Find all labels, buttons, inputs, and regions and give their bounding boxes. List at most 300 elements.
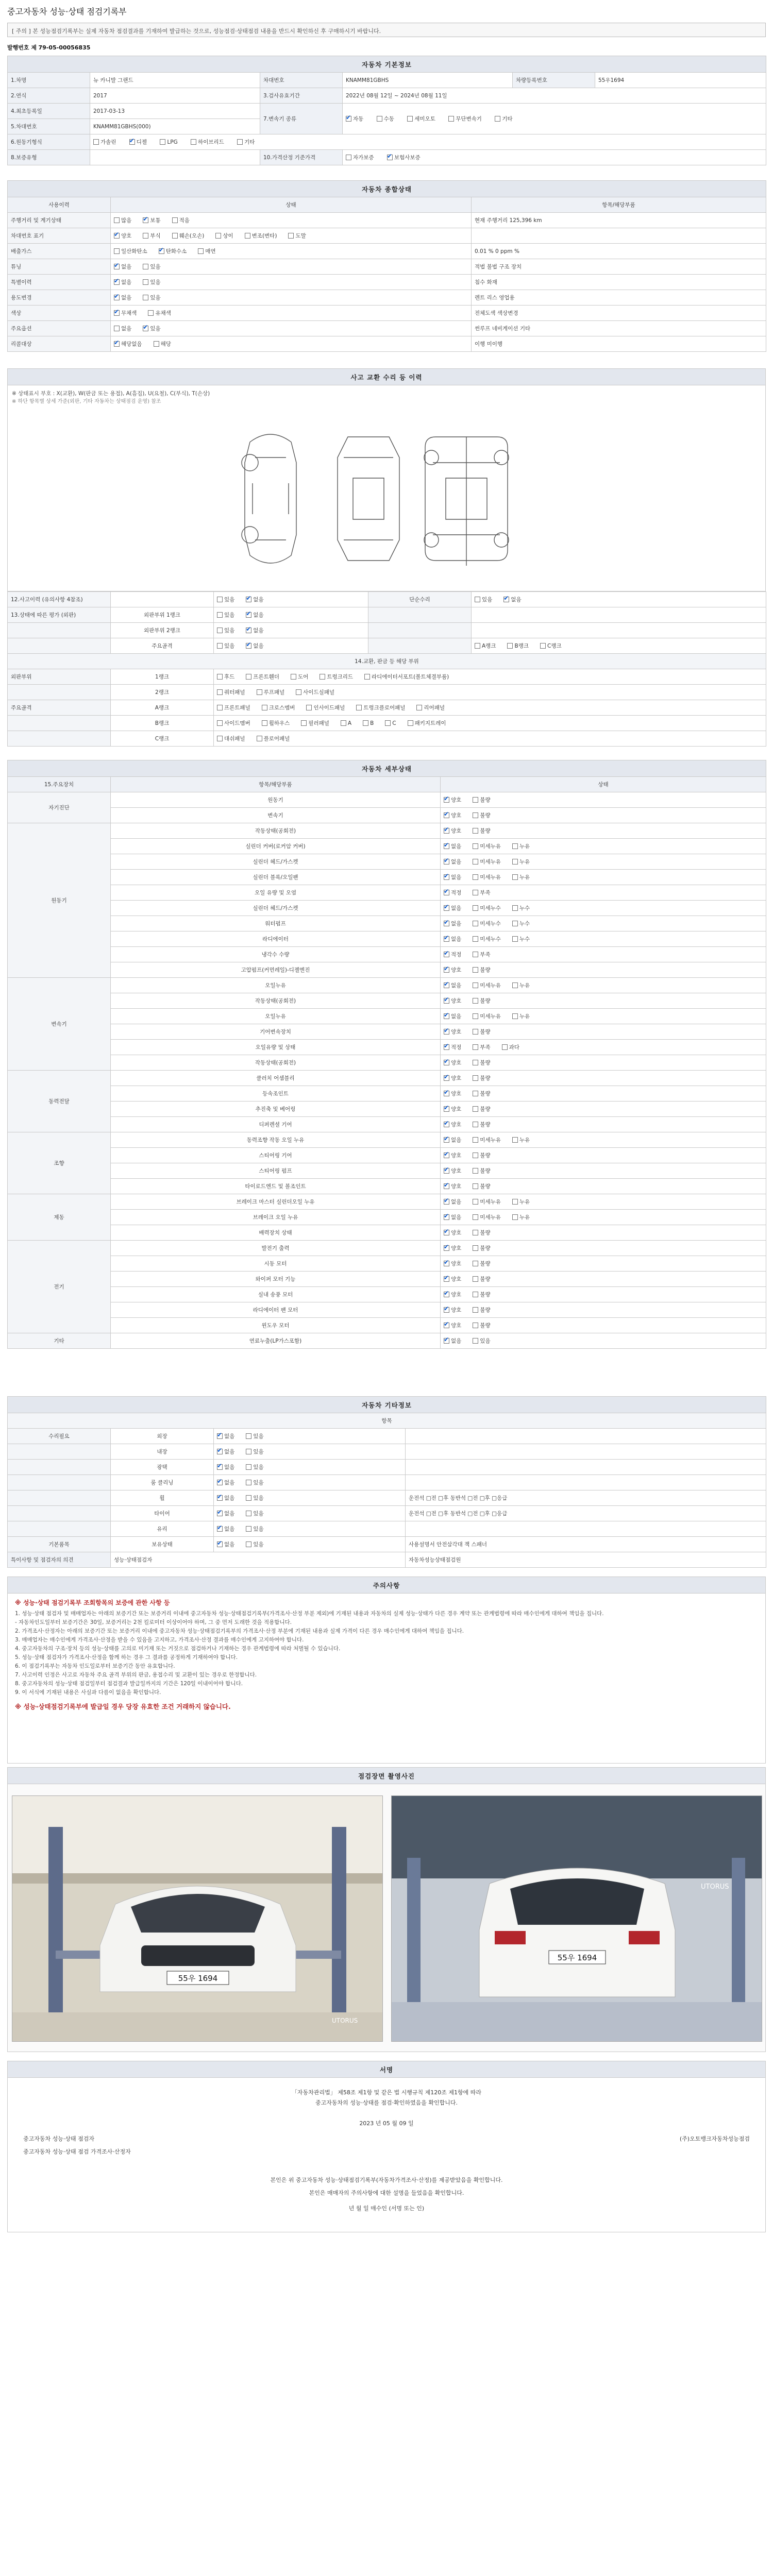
checkbox-icon: [198, 248, 204, 254]
accident-table: [7, 591, 766, 747]
checkbox-icon: [512, 843, 518, 849]
checkbox[interactable]: [444, 828, 461, 834]
checkbox[interactable]: [143, 217, 160, 224]
checkbox[interactable]: [444, 952, 461, 958]
checkbox-insurer-warranty[interactable]: ✔ 보험사보증: [387, 155, 421, 161]
checkbox[interactable]: [444, 921, 461, 927]
checkbox[interactable]: [444, 1168, 461, 1174]
item-name: 와이퍼 모터 기능: [111, 1272, 441, 1287]
checkbox[interactable]: [444, 1307, 461, 1313]
item-state: [441, 1009, 766, 1024]
row-extra: 운전석 □전 □후 동반석 □전 □후 □응급: [406, 1506, 766, 1521]
checkbox[interactable]: [246, 1526, 263, 1532]
checkbox-label: 없음: [451, 874, 462, 880]
checkbox-label: 사이드멤버: [224, 720, 250, 726]
checkbox[interactable]: [246, 1449, 263, 1455]
table-row: [8, 1009, 766, 1024]
checkbox[interactable]: [444, 1091, 461, 1097]
table-row: [8, 993, 766, 1009]
rear-plate: 55우 1694: [557, 1953, 597, 1962]
checkbox[interactable]: [114, 279, 131, 285]
checkbox-label: C: [392, 720, 396, 726]
table-row: [8, 1256, 766, 1272]
checkbox[interactable]: [114, 248, 147, 255]
checkbox[interactable]: [246, 1480, 263, 1486]
checkbox[interactable]: [246, 1495, 263, 1501]
checkbox-label: 양호: [451, 1106, 462, 1112]
item-state: [441, 1210, 766, 1225]
checkbox[interactable]: [444, 890, 461, 896]
checkbox[interactable]: [473, 967, 490, 973]
checkbox[interactable]: [444, 1137, 461, 1143]
checkbox-label: 후드: [224, 674, 235, 680]
checkbox-label: 있음: [224, 628, 235, 634]
checkbox[interactable]: [217, 1449, 234, 1455]
item-state: [441, 1256, 766, 1272]
checkbox[interactable]: [473, 812, 490, 819]
table-row: [8, 901, 766, 916]
checkbox[interactable]: [503, 597, 521, 603]
checkbox[interactable]: [217, 1511, 234, 1517]
checkbox[interactable]: [288, 233, 306, 239]
checkbox[interactable]: [444, 1276, 461, 1282]
checkbox-icon: [473, 1261, 478, 1266]
checkbox-lpg[interactable]: LPG: [160, 139, 177, 145]
row-group: [8, 685, 111, 700]
accident-rows: [8, 592, 766, 654]
checkbox[interactable]: [217, 689, 245, 696]
checkbox-icon: [444, 982, 449, 988]
checkbox[interactable]: [444, 1261, 461, 1267]
notes-heading: ※ 성능·상태 점검기록부 조회항목의 보증에 관한 사항 등: [15, 1599, 170, 1606]
appraiser-label: 중고자동차 성능·상태 점검 가격조사·산정자: [23, 2148, 131, 2155]
checkbox[interactable]: [217, 597, 234, 603]
checkbox[interactable]: [114, 341, 142, 347]
checkbox[interactable]: [473, 1060, 490, 1066]
checkbox-icon: [473, 967, 478, 973]
checkbox-label: 미세누유: [480, 874, 501, 880]
checkbox[interactable]: [246, 674, 279, 680]
checkbox[interactable]: [473, 952, 490, 958]
checkbox[interactable]: [475, 597, 492, 603]
checkbox[interactable]: [473, 797, 490, 803]
checkbox-icon: [444, 1013, 449, 1019]
item-state: [441, 978, 766, 993]
checkbox-icon: [444, 1044, 449, 1050]
checkbox-label: 트렁크리드: [327, 674, 354, 680]
checkbox[interactable]: [246, 1433, 263, 1439]
note-paragraph: 4. 중고자동차의 구조·장치 등의 성능·상태를 고의로 미기재 또는 거짓으로 점검하거나 기재하는 경우 관계법령에 따라 처벌될 수 있습니다.: [15, 1646, 341, 1652]
checkbox-label: 프론트휀더: [253, 674, 280, 680]
checkbox[interactable]: [473, 1029, 490, 1035]
table-row: [8, 275, 766, 290]
checkbox[interactable]: [473, 982, 501, 989]
checkbox-label: 양호: [451, 1183, 462, 1190]
row-group: 수리필요: [8, 1429, 111, 1444]
checkbox[interactable]: [385, 720, 396, 726]
group-label: 기타: [8, 1333, 111, 1349]
checkbox-hybrid[interactable]: 하이브리드: [191, 139, 224, 145]
checkbox[interactable]: [262, 705, 295, 711]
checkbox-icon: [217, 720, 223, 726]
checkbox[interactable]: [143, 264, 160, 270]
checkbox[interactable]: [512, 982, 530, 989]
checkbox-icon: [172, 233, 178, 239]
checkbox[interactable]: [444, 1323, 461, 1329]
checkbox[interactable]: [444, 843, 461, 850]
checkbox-icon: [444, 967, 449, 973]
checkbox[interactable]: [444, 1075, 461, 1081]
checkbox[interactable]: [473, 1075, 490, 1081]
checkbox-label: 불량: [480, 1122, 491, 1128]
checkbox[interactable]: [444, 998, 461, 1004]
checkbox[interactable]: [217, 628, 234, 634]
label: 3.검사유효기간: [260, 88, 343, 104]
label: 8.보증유형: [8, 150, 90, 165]
inspector-org: 자동차성능상태점검원: [406, 1552, 766, 1568]
checkbox-label: 루프패널: [263, 689, 285, 696]
detail-section: [7, 760, 766, 1349]
item-name: 라디에이터 팬 모터: [111, 1302, 441, 1318]
checkbox[interactable]: [473, 1338, 490, 1344]
checkbox[interactable]: [217, 1433, 234, 1439]
checkbox-icon: [473, 905, 478, 911]
checkbox[interactable]: [473, 859, 501, 865]
checkbox[interactable]: [473, 843, 501, 850]
checkbox[interactable]: [444, 1230, 461, 1236]
checkbox[interactable]: [512, 1137, 530, 1143]
checkbox[interactable]: [473, 998, 490, 1004]
table-row: [8, 1475, 766, 1490]
checkbox[interactable]: [444, 1013, 461, 1020]
checkbox-label: 불량: [480, 1168, 491, 1174]
checkbox[interactable]: [444, 982, 461, 989]
confirm-line: 본인은 매매자의 주의사항에 대한 설명을 들었음을 확인합니다.: [309, 2190, 464, 2196]
checkbox[interactable]: [114, 264, 131, 270]
checkbox[interactable]: [473, 1230, 490, 1236]
checkbox[interactable]: [444, 874, 461, 880]
item-name: 브레이크 마스터 실린더오일 누유: [111, 1194, 441, 1210]
checkbox[interactable]: [473, 1323, 490, 1329]
note-paragraph: 6. 이 점검기록부는 자동차 인도일로부터 보증기간 동안 유효합니다.: [15, 1663, 175, 1669]
checkbox[interactable]: [114, 326, 131, 332]
checkbox[interactable]: [143, 326, 160, 332]
checkbox[interactable]: [215, 233, 233, 239]
checkbox[interactable]: [217, 1480, 234, 1486]
checkbox-icon: [114, 233, 120, 239]
table-row: [8, 638, 766, 654]
checkbox[interactable]: [473, 905, 501, 911]
checkbox-label: 불량: [480, 1075, 491, 1081]
checkbox-icon: [288, 233, 294, 239]
checkbox[interactable]: [473, 890, 490, 896]
checkbox[interactable]: [473, 1122, 490, 1128]
checkbox-icon: [473, 874, 478, 880]
checkbox-label: 있음: [253, 1541, 264, 1548]
table-row: [8, 792, 766, 808]
checkbox[interactable]: [341, 720, 351, 726]
checkbox[interactable]: [246, 643, 263, 649]
checkbox[interactable]: [512, 859, 530, 865]
checkbox-label: 있음: [253, 1433, 264, 1439]
checkbox-label: 휠하우스: [268, 720, 290, 726]
checkbox[interactable]: [408, 720, 446, 726]
checkbox[interactable]: [217, 720, 250, 726]
checkbox[interactable]: [217, 643, 234, 649]
checkbox-cvt[interactable]: 무단변속기: [448, 116, 482, 122]
row-extra: [406, 1460, 766, 1475]
row-group: 외판부위: [8, 669, 111, 685]
checkbox[interactable]: [512, 1013, 530, 1020]
checkbox[interactable]: [473, 1276, 490, 1282]
checkbox-icon: [356, 705, 362, 710]
checkbox[interactable]: [473, 1168, 490, 1174]
checkbox[interactable]: [475, 643, 496, 649]
checkbox-label: 미세누유: [480, 1214, 501, 1221]
checkbox[interactable]: [473, 1044, 490, 1050]
checkbox[interactable]: [473, 874, 501, 880]
checkbox[interactable]: [301, 720, 329, 726]
checkbox[interactable]: [473, 1153, 490, 1159]
checkbox[interactable]: [217, 1495, 234, 1501]
checkbox[interactable]: [217, 705, 250, 711]
checkbox-self-warranty[interactable]: 자가보증: [346, 155, 374, 161]
checkbox-label: A랭크: [482, 643, 496, 649]
checkbox[interactable]: [291, 674, 308, 680]
checkbox[interactable]: [444, 812, 461, 819]
section-title: 자동차 세부상태: [8, 760, 766, 777]
checkbox[interactable]: [473, 1261, 490, 1267]
checkbox[interactable]: [473, 1106, 490, 1112]
checkbox-label: 플로어패널: [263, 736, 290, 742]
checkbox[interactable]: [444, 936, 461, 942]
checkbox[interactable]: [473, 1307, 490, 1313]
checkbox[interactable]: [444, 1245, 461, 1251]
checkbox[interactable]: [444, 1106, 461, 1112]
checkbox[interactable]: [444, 1338, 461, 1344]
row-detail: 침수 화재: [472, 275, 766, 290]
checkbox-label: 누유: [519, 982, 530, 989]
checkbox[interactable]: [172, 233, 205, 239]
checkbox[interactable]: [114, 295, 131, 301]
inspector-company: (주)오토뱅크자동차성능점검: [679, 2136, 750, 2142]
checkbox-label: 유채색: [155, 310, 171, 316]
checkbox[interactable]: [217, 1541, 234, 1548]
checkbox[interactable]: [416, 705, 445, 711]
checkbox[interactable]: [473, 1245, 490, 1251]
checkbox-label: 누유: [519, 1013, 530, 1020]
checkbox-label: 없음: [511, 597, 522, 603]
checkbox-icon: [512, 982, 518, 988]
checkbox-icon: [444, 812, 449, 818]
col-header: 항목/해당부품: [111, 777, 441, 792]
checkbox-icon: [473, 1307, 478, 1313]
checkbox-label: 없음: [121, 264, 132, 270]
checkbox[interactable]: [262, 720, 290, 726]
checkbox-icon: [246, 1433, 251, 1439]
checkbox[interactable]: [473, 1214, 501, 1221]
checkbox[interactable]: [507, 643, 529, 649]
checkbox-icon: [301, 720, 307, 726]
checkbox[interactable]: [444, 1214, 461, 1221]
label: 2.연식: [8, 88, 90, 104]
checkbox[interactable]: [154, 341, 171, 347]
checkbox[interactable]: [512, 1199, 530, 1205]
checkbox[interactable]: [246, 1511, 263, 1517]
checkbox[interactable]: [217, 674, 234, 680]
checkbox[interactable]: [444, 905, 461, 911]
checkbox-icon: [473, 998, 478, 1004]
checkbox-semiauto[interactable]: 세미오토: [407, 116, 435, 122]
checkbox-icon: [172, 217, 178, 223]
other-info-section: [7, 1396, 766, 1568]
item-state: [441, 1241, 766, 1256]
table-row: [8, 1287, 766, 1302]
checkbox[interactable]: [444, 1292, 461, 1298]
checkbox-icon: [444, 1029, 449, 1035]
checkbox[interactable]: [364, 674, 449, 680]
item-name: 추진축 및 베어링: [111, 1101, 441, 1117]
table-row: [8, 1225, 766, 1241]
table-row: [8, 1024, 766, 1040]
checkbox[interactable]: [512, 921, 530, 927]
checkbox[interactable]: [114, 233, 131, 239]
checkbox[interactable]: [512, 905, 530, 911]
checkbox[interactable]: [363, 720, 374, 726]
checkbox[interactable]: [114, 310, 137, 316]
row-item: 유리: [111, 1521, 214, 1537]
checkbox[interactable]: [444, 1183, 461, 1190]
item-name: 스티어링 펌프: [111, 1163, 441, 1179]
checkbox[interactable]: [444, 967, 461, 973]
checkbox[interactable]: [444, 1029, 461, 1035]
checkbox[interactable]: [444, 1044, 461, 1050]
table-row: [8, 1148, 766, 1163]
checkbox[interactable]: [473, 921, 501, 927]
checkbox[interactable]: [217, 736, 245, 742]
row-detail: 전체도색 색상변경: [472, 306, 766, 321]
checkbox-fuel-other[interactable]: 기타: [237, 139, 255, 145]
item-name: 워터펌프: [111, 916, 441, 931]
checkbox[interactable]: [473, 1137, 501, 1143]
table-row: [8, 1506, 766, 1521]
checkbox[interactable]: [473, 1183, 490, 1190]
checkbox[interactable]: [159, 248, 187, 255]
checkbox[interactable]: [143, 233, 160, 239]
checkbox-label: 없음: [224, 1433, 235, 1439]
checkbox[interactable]: [217, 1526, 234, 1532]
checkbox-diesel[interactable]: ✔ 디젤: [129, 139, 147, 145]
checkbox[interactable]: [444, 797, 461, 803]
checkbox[interactable]: [172, 217, 190, 224]
checkbox[interactable]: [540, 643, 562, 649]
checkbox[interactable]: [444, 1060, 461, 1066]
table-row: [8, 978, 766, 993]
checkbox[interactable]: [114, 217, 131, 224]
checkbox[interactable]: [217, 612, 234, 618]
checkbox[interactable]: [143, 279, 160, 285]
checkbox[interactable]: [512, 1214, 530, 1221]
row-label: 색상: [8, 306, 111, 321]
checkbox[interactable]: [257, 689, 285, 696]
row-options2: [472, 623, 766, 638]
checkbox-icon: [503, 597, 509, 602]
item-name: 실린더 헤드/가스켓: [111, 854, 441, 870]
checkbox[interactable]: [306, 705, 345, 711]
checkbox[interactable]: [257, 736, 290, 742]
checkbox[interactable]: [198, 248, 215, 255]
checkbox[interactable]: [473, 1199, 501, 1205]
checkbox[interactable]: [245, 233, 277, 239]
checkbox[interactable]: [246, 597, 263, 603]
checkbox[interactable]: [473, 936, 501, 942]
checkbox-icon: [416, 705, 422, 710]
label: 차량등록번호: [513, 73, 595, 88]
checkbox[interactable]: [246, 1464, 263, 1470]
checkbox-icon: [473, 1230, 478, 1235]
item-name: 오일 유량 및 오염: [111, 885, 441, 901]
checkbox-icon: [444, 1214, 449, 1220]
checkbox-manual[interactable]: 수동: [377, 116, 394, 122]
checkbox-label: 불량: [480, 967, 491, 973]
table-row: [8, 685, 766, 700]
checkbox[interactable]: [246, 1541, 263, 1548]
checkbox-label: 불량: [480, 1060, 491, 1066]
label: 5.차대번호: [8, 119, 90, 134]
checkbox[interactable]: [512, 843, 530, 850]
checkbox[interactable]: [512, 874, 530, 880]
checkbox-label: 양호: [451, 1261, 462, 1267]
checkbox-label: 없음: [224, 1495, 235, 1501]
checkbox[interactable]: [444, 1153, 461, 1159]
sign-line: 「자동차관리법」 제58조 제1항 및 같은 법 시행규칙 제120조 제1항에 따라: [291, 2089, 482, 2096]
checkbox-auto[interactable]: ✔ 자동: [346, 116, 363, 122]
checkbox-label: 양호: [451, 1323, 462, 1329]
row-parts: [214, 731, 766, 747]
checkbox[interactable]: [148, 310, 171, 316]
checkbox[interactable]: [296, 689, 334, 696]
item-state: [441, 1071, 766, 1086]
checkbox[interactable]: [502, 1044, 519, 1050]
checkbox[interactable]: [473, 1013, 501, 1020]
checkbox[interactable]: [356, 705, 405, 711]
checkbox[interactable]: [512, 936, 530, 942]
row-detail: 적법 불법 구조 장치: [472, 259, 766, 275]
checkbox[interactable]: [473, 1091, 490, 1097]
checkbox[interactable]: [143, 295, 160, 301]
checkbox-gasoline[interactable]: 가솔린: [93, 139, 116, 145]
checkbox[interactable]: [473, 1292, 490, 1298]
checkbox[interactable]: [444, 1199, 461, 1205]
checkbox[interactable]: [217, 1464, 234, 1470]
checkbox-other[interactable]: 기타: [495, 116, 512, 122]
table-row: [8, 213, 766, 228]
buyer-sign-line[interactable]: 년 월 일 매수인 (서명 또는 인): [348, 2205, 425, 2212]
checkbox-label: 양호: [451, 998, 462, 1004]
checkbox[interactable]: [473, 828, 490, 834]
checkbox[interactable]: [320, 674, 353, 680]
row-label2: 단순수리: [368, 592, 472, 607]
checkbox[interactable]: [444, 859, 461, 865]
checkbox[interactable]: [444, 1122, 461, 1128]
checkbox[interactable]: [246, 628, 263, 634]
checkbox-icon: [444, 843, 449, 849]
item-name: 발전기 출력: [111, 1241, 441, 1256]
row-label: 특별이력: [8, 275, 111, 290]
checkbox-icon: [217, 628, 223, 633]
checkbox[interactable]: [246, 612, 263, 618]
section-title: 서명: [8, 2061, 766, 2078]
